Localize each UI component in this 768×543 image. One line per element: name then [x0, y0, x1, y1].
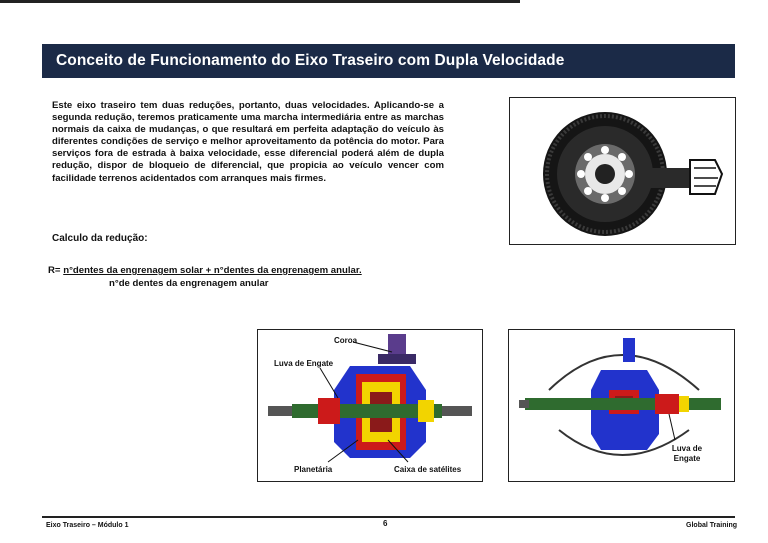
footer-brand: Global Training [686, 522, 737, 529]
label-coroa: Coroa [334, 336, 358, 345]
crown-gear-illustration [510, 98, 734, 243]
label-planetaria: Planetária [294, 465, 333, 474]
page-title: Conceito de Funcionamento do Eixo Traseiro com Dupla Velocidade [56, 52, 565, 69]
calc-heading: Calculo da redução: [52, 233, 148, 244]
formula-denominator: n°de dentes da engrenagem anular [109, 278, 269, 289]
crown-gear-figure [509, 97, 736, 245]
reduction-formula [48, 265, 362, 289]
label-caixa-satelites: Caixa de satélites [394, 465, 462, 474]
sleeve-cutaway-figure [508, 329, 735, 482]
page-number: 6 [383, 519, 388, 528]
label-luva-engate: Luva de Engate [274, 359, 334, 368]
label-luva-engate-right: Luva de Engate [671, 444, 703, 463]
footer-module: Eixo Traseiro – Módulo 1 [46, 522, 129, 529]
formula-numerator: n°dentes da engrenagem solar + n°dentes da engrenagem anular. [63, 265, 362, 276]
top-rule [0, 0, 520, 3]
body-paragraph: Este eixo traseiro tem duas reduções, portanto, duas velocidades. Aplicando-se a segunda redução, teremos praticamente uma marcha intermediária entre as marchas normais da caixa de mudanças, o que resultará em perfeita adaptação do veículo às diferentes condições de serviço e melhor aproveitamento da potência do motor. Para serviços fora de estrada à baixa velocidade, esse diferencial poderá além de dupla redução, dispor de bloqueio de diferencial, que propicia ao veículo vencer com facilidade terrenos acidentados com arranques mais firmes. [52, 100, 444, 184]
formula-prefix: R= [48, 265, 61, 276]
footer-rule [42, 516, 735, 518]
differential-cutaway-illustration [258, 330, 481, 480]
page-title-bar [42, 44, 735, 78]
differential-cutaway-figure [257, 329, 483, 482]
